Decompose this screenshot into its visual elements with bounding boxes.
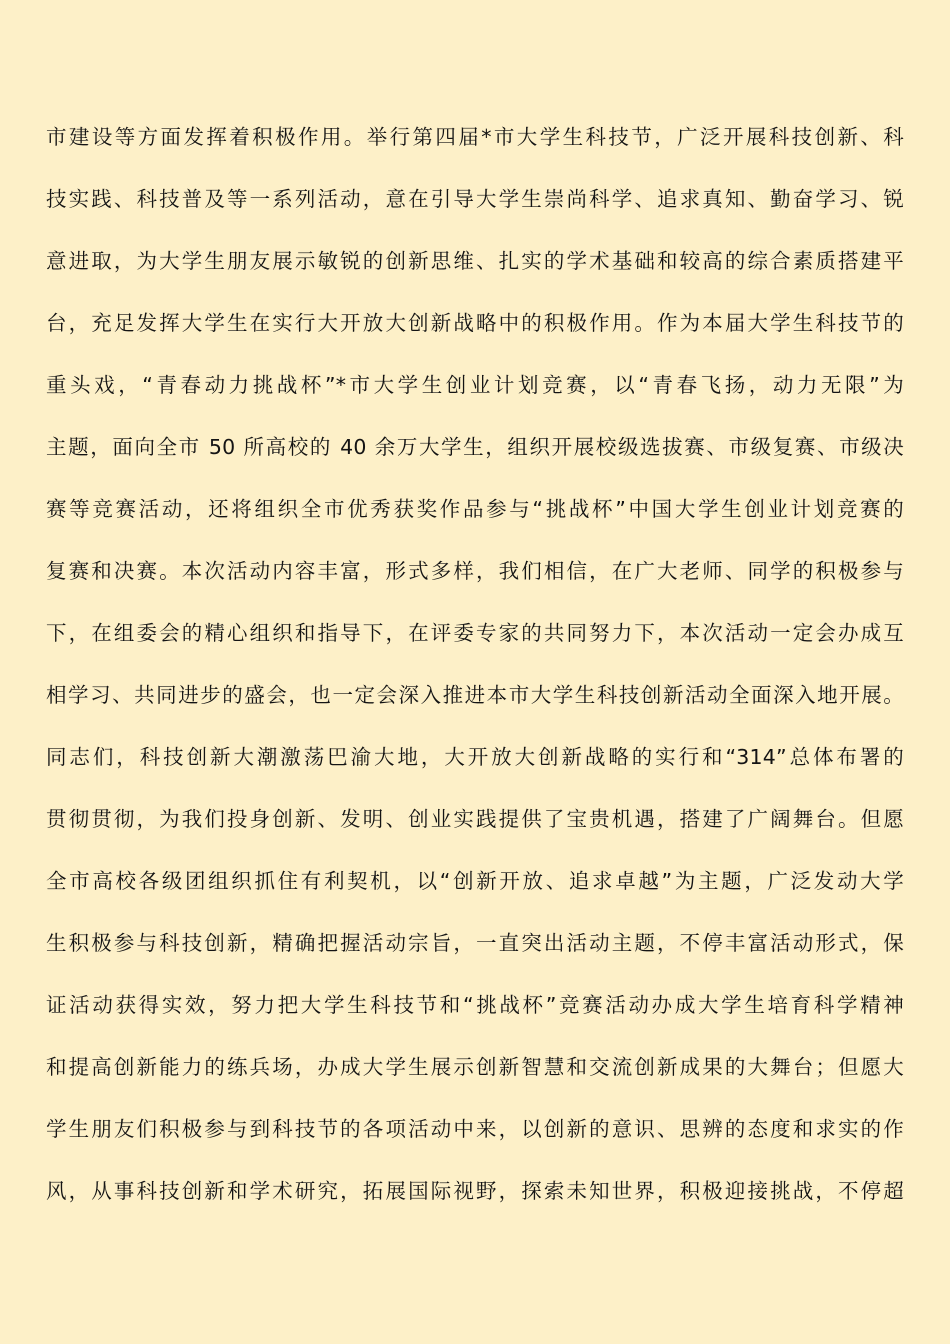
text-line: 意进取，为大学生朋友展示敏锐的创新思维、扎实的学术基础和较高的综合素质搭建平 <box>46 249 904 273</box>
text-line: 和提高创新能力的练兵场，办成大学生展示创新智慧和交流创新成果的大舞台；但愿大 <box>46 1055 904 1079</box>
text-line: 下，在组委会的精心组织和指导下，在评委专家的共同努力下，本次活动一定会办成互 <box>46 621 904 645</box>
text-line: 风，从事科技创新和学术研究，拓展国际视野，探索未知世界，积极迎接挑战，不停超 <box>46 1179 904 1203</box>
text-line: 同志们，科技创新大潮激荡巴渝大地，大开放大创新战略的实行和“314”总体布署的 <box>46 745 904 769</box>
text-line: 技实践、科技普及等一系列活动，意在引导大学生崇尚科学、追求真知、勤奋学习、锐 <box>46 187 904 211</box>
text-line: 学生朋友们积极参与到科技节的各项活动中来，以创新的意识、思辨的态度和求实的作 <box>46 1117 904 1141</box>
text-line: 证活动获得实效，努力把大学生科技节和“挑战杯”竞赛活动办成大学生培育科学精神 <box>46 993 904 1017</box>
text-line: 台，充足发挥大学生在实行大开放大创新战略中的积极作用。作为本届大学生科技节的 <box>46 311 904 335</box>
text-line: 相学习、共同进步的盛会，也一定会深入推进本市大学生科技创新活动全面深入地开展。 <box>46 683 904 707</box>
text-line: 复赛和决赛。本次活动内容丰富，形式多样，我们相信，在广大老师、同学的积极参与 <box>46 559 904 583</box>
text-line: 生积极参与科技创新，精确把握活动宗旨，一直突出活动主题，不停丰富活动形式，保 <box>46 931 904 955</box>
text-line: 全市高校各级团组织抓住有利契机，以“创新开放、追求卓越”为主题，广泛发动大学 <box>46 869 904 893</box>
body-text <box>46 121 904 1237</box>
text-line: 主题，面向全市 50 所高校的 40 余万大学生，组织开展校级选拔赛、市级复赛、市级决 <box>46 435 904 459</box>
text-line: 重头戏，“青春动力挑战杯”*市大学生创业计划竞赛，以“青春飞扬，动力无限”为 <box>46 373 904 397</box>
text-line: 市建设等方面发挥着积极作用。举行第四届*市大学生科技节，广泛开展科技创新、科 <box>46 125 904 149</box>
text-line: 赛等竞赛活动，还将组织全市优秀获奖作品参与“挑战杯”中国大学生创业计划竞赛的 <box>46 497 904 521</box>
text-line: 贯彻贯彻，为我们投身创新、发明、创业实践提供了宝贵机遇，搭建了广阔舞台。但愿 <box>46 807 904 831</box>
